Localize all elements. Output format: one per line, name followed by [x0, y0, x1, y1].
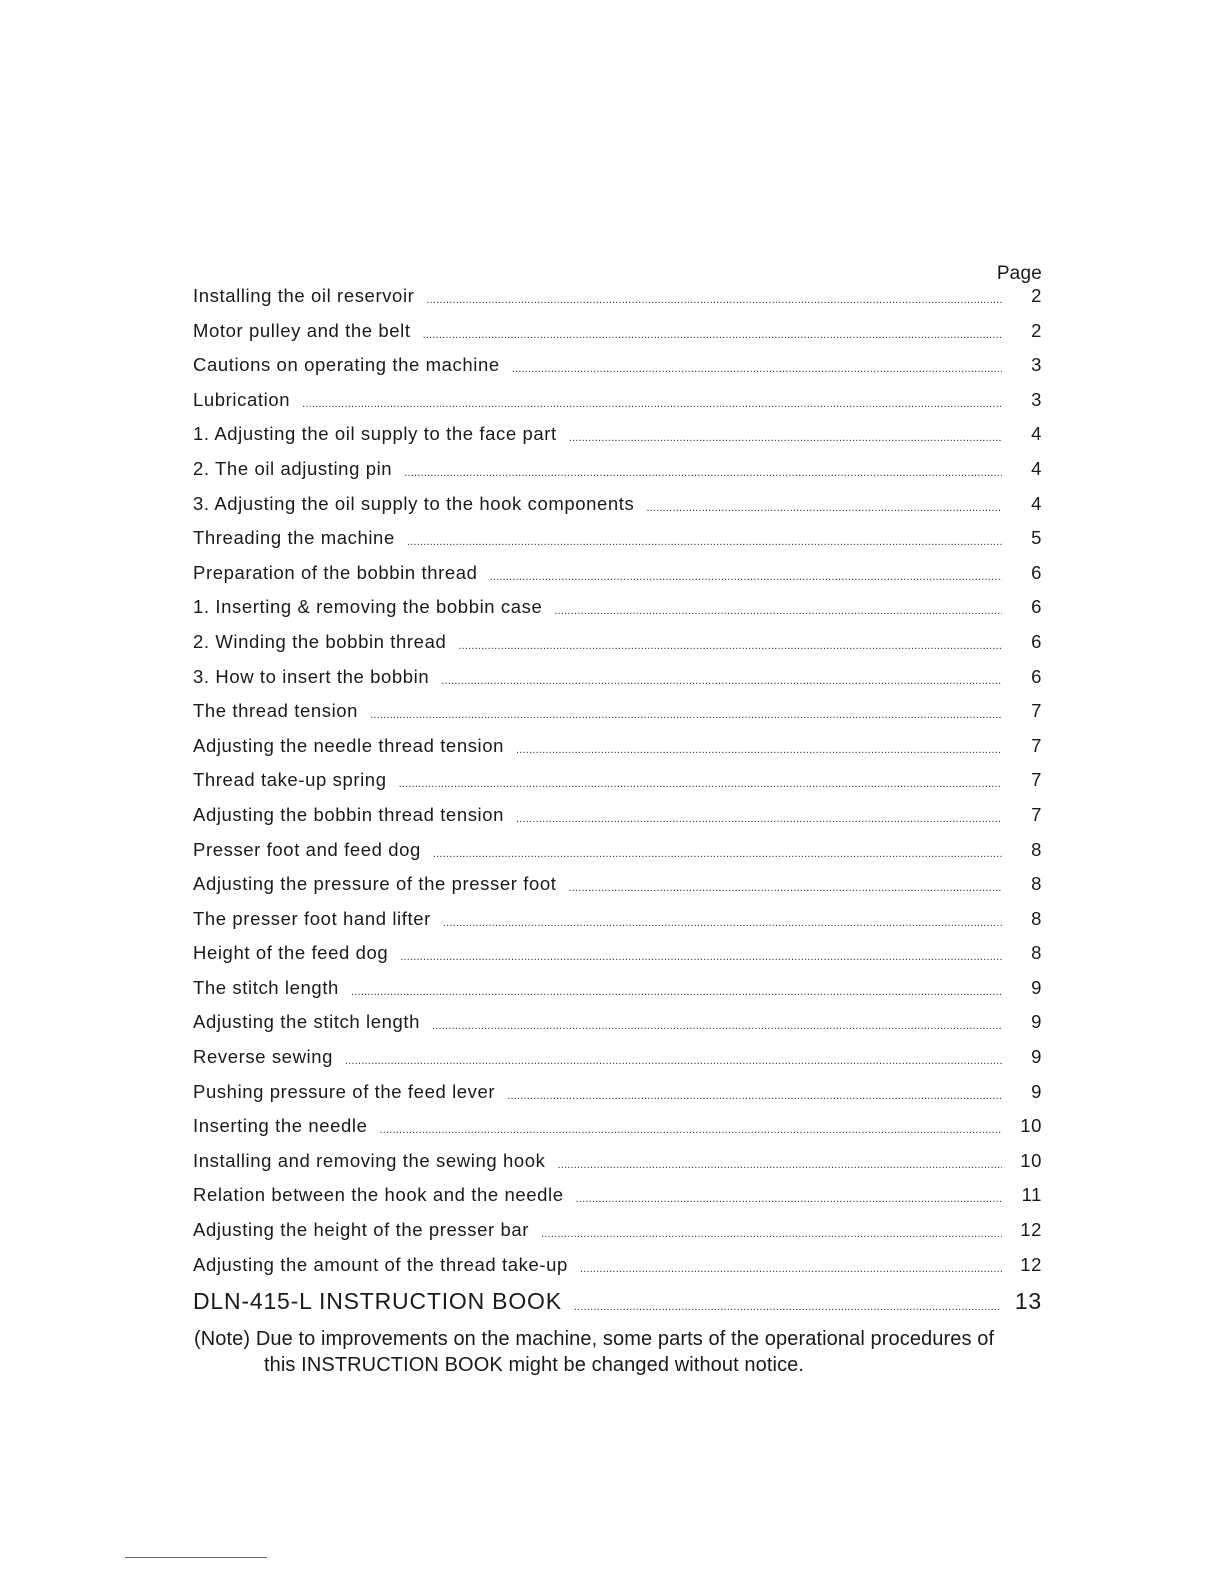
toc-entry-page: 5 — [1031, 527, 1042, 549]
toc-entry-page: 3 — [1031, 388, 1042, 410]
toc-entry-title: Installing the oil reservoir — [193, 285, 415, 306]
toc-entry-title: Adjusting the amount of the thread take-up — [193, 1253, 568, 1275]
toc-entry-page: 8 — [1031, 942, 1042, 964]
toc-entry-title: Adjusting the pressure of the presser foot — [193, 873, 557, 895]
toc-entry-page: 9 — [1031, 1011, 1042, 1033]
toc-entry[interactable] — [193, 1011, 1042, 1046]
toc-entry-page: 6 — [1031, 561, 1042, 583]
toc-leader — [554, 597, 1002, 616]
toc-leader — [432, 1012, 1002, 1031]
toc-entry[interactable] — [193, 1115, 1042, 1150]
toc-entry-page: 9 — [1031, 1046, 1042, 1068]
toc-entry-page: 3 — [1031, 354, 1042, 376]
toc-entry-page: 4 — [1031, 492, 1042, 514]
toc-leader — [302, 390, 1002, 409]
toc-entry[interactable] — [193, 804, 1042, 839]
toc-leader — [646, 494, 1002, 513]
toc-entry[interactable] — [193, 977, 1042, 1012]
note-line-1: (Note) Due to improvements on the machine, some parts of the operational procedures of — [194, 1328, 995, 1350]
toc-entry[interactable] — [193, 562, 1042, 597]
toc-entry[interactable] — [193, 873, 1042, 908]
toc-entry-title: 2. Winding the bobbin thread — [193, 630, 447, 652]
toc-entry-page: 8 — [1031, 907, 1042, 929]
toc-entry[interactable] — [193, 1219, 1042, 1254]
toc-entry-title: Reverse sewing — [193, 1046, 334, 1068]
toc-leader — [580, 1255, 1002, 1274]
toc-entry-title: Inserting the needle — [193, 1115, 368, 1137]
toc-entry-page: 13 — [1014, 1288, 1042, 1315]
toc-entry[interactable] — [193, 1081, 1042, 1116]
toc-leader — [380, 1116, 1002, 1135]
toc-entry[interactable] — [193, 354, 1042, 389]
toc-entry[interactable] — [193, 1184, 1042, 1219]
toc-entry[interactable] — [193, 320, 1042, 355]
toc-entry[interactable] — [193, 666, 1042, 701]
toc-leader — [345, 1047, 1002, 1066]
toc-leader — [512, 355, 1002, 374]
toc-entry[interactable] — [193, 458, 1042, 493]
toc-leader — [423, 321, 1002, 340]
toc-leader — [407, 528, 1002, 547]
toc-entry-title: Threading the machine — [193, 527, 395, 549]
toc-leader — [433, 840, 1002, 859]
toc-entry-page: 4 — [1031, 423, 1042, 445]
toc-entry-page: 11 — [1021, 1184, 1042, 1206]
toc-entry-page: 10 — [1020, 1115, 1042, 1137]
toc-entry-page: 7 — [1031, 734, 1042, 756]
toc-entry-page: 7 — [1031, 769, 1042, 791]
toc-entry[interactable] — [193, 1150, 1042, 1185]
toc-entry[interactable] — [193, 942, 1042, 977]
toc-entry-title: Preparation of the bobbin thread — [193, 561, 478, 583]
toc-entry-title: Adjusting the stitch length — [193, 1011, 421, 1033]
toc-entry-page: 9 — [1031, 1080, 1042, 1102]
toc-leader — [351, 978, 1002, 997]
toc-entry-title: Relation between the hook and the needle — [193, 1184, 564, 1206]
toc-entry[interactable] — [193, 631, 1042, 666]
toc-entry-title: Motor pulley and the belt — [193, 319, 411, 341]
toc-entry-page: 9 — [1031, 976, 1042, 998]
toc-entry[interactable] — [193, 527, 1042, 562]
toc-entry-title: The thread tension — [193, 700, 359, 722]
toc-entry[interactable] — [193, 285, 1042, 320]
footer-divider — [125, 1557, 267, 1558]
toc-entry-page: 7 — [1031, 700, 1042, 722]
page-heading: Page — [996, 263, 1042, 284]
toc-entry[interactable] — [193, 908, 1042, 943]
toc-leader — [569, 424, 1002, 443]
toc-entry[interactable] — [193, 735, 1042, 770]
toc-leader — [458, 632, 1002, 651]
toc-entry-page: 7 — [1031, 803, 1042, 825]
toc-entry-title: Adjusting the height of the presser bar — [193, 1219, 530, 1241]
toc-entry-title: 3. Adjusting the oil supply to the hook components — [193, 492, 635, 514]
toc-leader — [569, 874, 1002, 893]
toc-entry[interactable] — [193, 389, 1042, 424]
toc-entry-title: Thread take-up spring — [193, 769, 387, 791]
toc-leader — [541, 1220, 1002, 1239]
table-of-contents — [193, 285, 1042, 1324]
toc-entry[interactable] — [193, 596, 1042, 631]
toc-leader — [558, 1151, 1003, 1170]
toc-entry-title: Adjusting the bobbin thread tension — [193, 803, 505, 825]
toc-entry[interactable] — [193, 1046, 1042, 1081]
toc-entry[interactable] — [193, 1254, 1042, 1289]
toc-entry-page: 12 — [1020, 1219, 1042, 1241]
toc-entry-title: DLN-415-L INSTRUCTION BOOK — [193, 1288, 562, 1315]
toc-leader — [516, 805, 1002, 824]
toc-leader — [576, 1185, 1002, 1204]
toc-entry-instruction-book[interactable] — [193, 1288, 1042, 1324]
toc-entry-page: 12 — [1020, 1253, 1042, 1275]
toc-entry[interactable] — [193, 769, 1042, 804]
toc-entry-page: 8 — [1031, 838, 1042, 860]
toc-entry-page: 4 — [1031, 457, 1042, 479]
toc-leader — [399, 770, 1002, 789]
toc-leader — [507, 1082, 1002, 1101]
toc-entry-page: 6 — [1031, 630, 1042, 652]
toc-entry-page: 10 — [1020, 1149, 1042, 1171]
toc-entry-title: 1. Inserting & removing the bobbin case — [193, 596, 543, 618]
toc-entry-title: Adjusting the needle thread tension — [193, 734, 505, 756]
toc-entry-title: Cautions on operating the machine — [193, 354, 500, 376]
toc-entry-title: The presser foot hand lifter — [193, 907, 431, 929]
toc-leader — [370, 701, 1002, 720]
toc-entry-title: Lubrication — [193, 388, 291, 410]
toc-entry[interactable] — [193, 839, 1042, 874]
toc-entry-page: 8 — [1031, 873, 1042, 895]
note — [194, 1326, 1034, 1378]
toc-leader — [441, 667, 1002, 686]
toc-entry-title: Presser foot and feed dog — [193, 838, 421, 860]
toc-entry-title: 3. How to insert the bobbin — [193, 665, 430, 687]
toc-leader — [443, 909, 1002, 928]
toc-leader — [400, 943, 1002, 962]
toc-entry[interactable] — [193, 700, 1042, 735]
toc-entry-page: 6 — [1031, 596, 1042, 618]
toc-entry-page: 2 — [1031, 319, 1042, 341]
toc-entry[interactable] — [193, 423, 1042, 458]
toc-entry[interactable] — [193, 493, 1042, 528]
toc-leader — [404, 459, 1002, 478]
toc-leader — [490, 563, 1002, 582]
toc-entry-title: 2. The oil adjusting pin — [193, 457, 393, 479]
toc-entry-title: Pushing pressure of the feed lever — [193, 1080, 496, 1102]
toc-entry-title: Height of the feed dog — [193, 942, 389, 964]
toc-entry-page: 6 — [1031, 665, 1042, 687]
toc-entry-title: Installing and removing the sewing hook — [193, 1149, 546, 1171]
note-line-2: this INSTRUCTION BOOK might be changed without notice. — [264, 1354, 805, 1376]
toc-entry-title: The stitch length — [193, 976, 339, 998]
toc-leader — [426, 286, 1002, 305]
toc-entry-title: 1. Adjusting the oil supply to the face part — [193, 423, 557, 445]
toc-leader — [516, 736, 1002, 755]
toc-entry-page: 2 — [1031, 285, 1042, 306]
toc-leader — [574, 1289, 1001, 1312]
